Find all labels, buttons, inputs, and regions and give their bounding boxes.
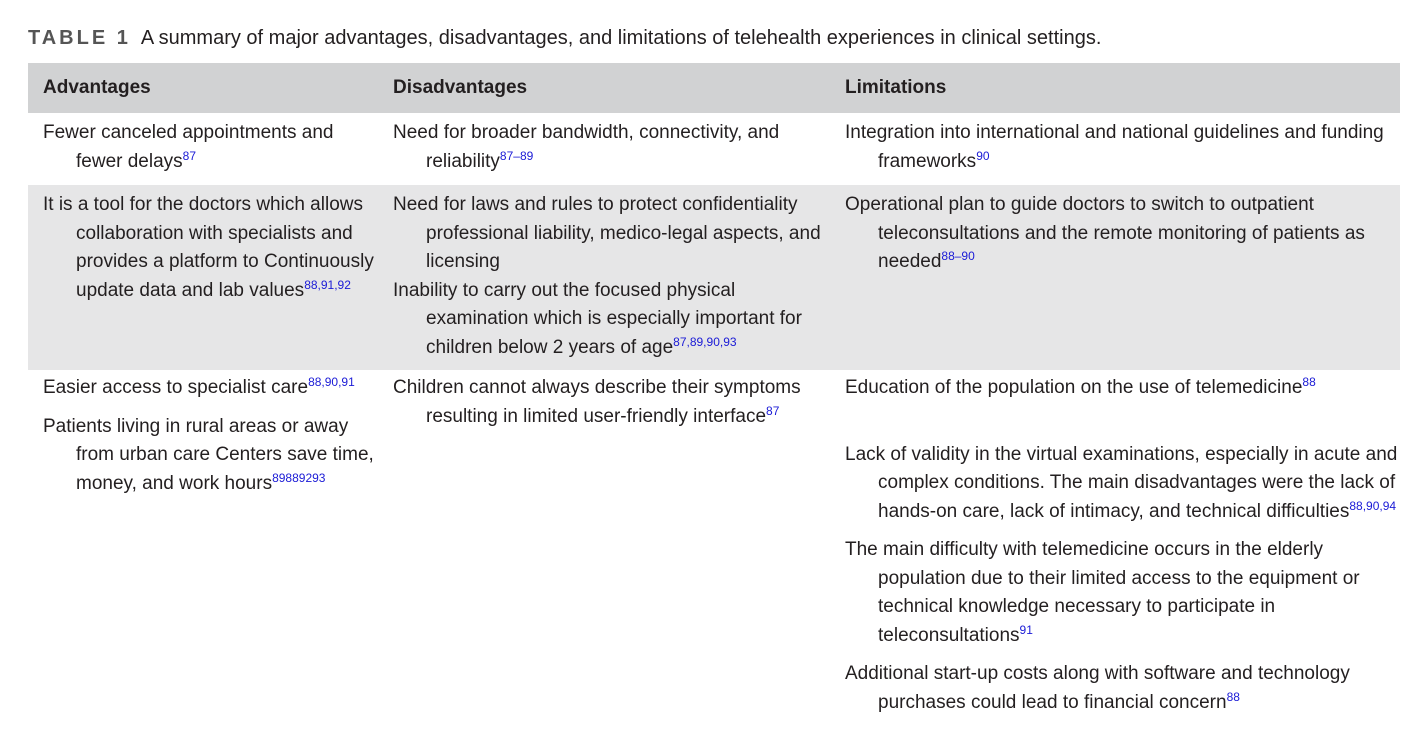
header-advantages: Advantages (43, 77, 151, 98)
disadvantages-cell (378, 374, 830, 717)
table-caption (28, 24, 1101, 52)
citation-ref: 88,90,91 (308, 375, 355, 389)
table-row (28, 113, 1400, 181)
header-disadvantages: Disadvantages (393, 77, 528, 98)
limitations-cell (830, 119, 1400, 181)
citation-ref: 91 (1019, 622, 1033, 637)
table-entry (845, 536, 1388, 650)
table-row (28, 185, 1400, 370)
table-entry (43, 119, 378, 176)
table-entry (845, 119, 1400, 176)
limitations-cell (830, 191, 1400, 362)
entry-text: Easier access to specialist care (43, 377, 309, 398)
entry-text: The main difficulty with telemedicine occurs in the elderly population due to their limited access to the equipment or technical knowledge necessary to participate in teleconsultations (845, 539, 1360, 646)
entry-text: Need for laws and rules to protect confidentiality professional liability, medico-legal aspects, and licensing (393, 194, 821, 272)
table-entry (845, 191, 1400, 277)
header-limitations: Limitations (845, 77, 947, 98)
citation-ref: 87 (766, 403, 780, 418)
entry-text: Lack of validity in the virtual examinations, especially in acute and complex conditions. The main disadvantages were the lack of hands-on care, lack of intimacy, and technical difficulties (845, 443, 1398, 522)
table-entry (393, 277, 830, 363)
table-entry (393, 374, 806, 431)
table-title: A summary of major advantages, disadvantages, and limitations of telehealth experiences in clinical settings. (140, 27, 1102, 49)
citation-ref: 88–90 (941, 249, 975, 263)
entry-text: Need for broader bandwidth, connectivity, and reliability (393, 122, 780, 172)
citation-ref: 87,89,90,93 (673, 334, 737, 349)
table-entry (43, 191, 376, 305)
table-entry (845, 374, 1400, 403)
disadvantages-cell (378, 119, 830, 181)
entry-text: Inability to carry out the focused physical examination which is especially important for children below 2 years of age (393, 279, 802, 358)
disadvantages-cell (378, 191, 830, 362)
entry-text: Patients living in rural areas or away from urban care Centers save time, money, and work hours (43, 415, 374, 494)
limitations-cell (830, 374, 1400, 717)
table-entry (393, 119, 830, 176)
table-entry (43, 374, 366, 403)
entry-text: It is a tool for the doctors which allows collaboration with specialists and provides a platform to Continuously update data and lab values (43, 194, 374, 301)
entry-text: Additional start-up costs along with software and technology purchases could lead to financial concern (845, 663, 1350, 713)
advantages-cell (28, 191, 378, 362)
citation-ref: 87 (182, 148, 197, 163)
entry-text: Children cannot always describe their symptoms resulting in limited user-friendly interface (393, 377, 801, 427)
entry-text: Operational plan to guide doctors to switch to outpatient teleconsultations and the remote monitoring of patients as needed (845, 194, 1365, 272)
table-entry (845, 660, 1400, 717)
citation-ref: 88,90,94 (1349, 498, 1397, 513)
table-entry (393, 191, 830, 277)
citation-ref: 88 (1226, 689, 1240, 704)
table-label: TABLE 1 (28, 27, 131, 49)
table-entry (43, 413, 376, 499)
citation-ref: 88 (1302, 375, 1316, 389)
advantages-cell (28, 119, 378, 181)
table-row (28, 370, 1400, 717)
citation-ref: 90 (976, 148, 990, 163)
citation-ref: 89889293 (272, 470, 326, 485)
citation-ref: 88,91,92 (304, 277, 351, 292)
advantages-cell (28, 374, 378, 717)
summary-table (28, 63, 1400, 717)
table-entry (845, 441, 1400, 527)
entry-text: Integration into international and national guidelines and funding frameworks (845, 122, 1384, 172)
entry-text: Fewer canceled appointments and fewer delays (43, 122, 334, 172)
citation-ref: 87–89 (499, 148, 534, 163)
table-header-row (28, 63, 1400, 113)
entry-text: Education of the population on the use of telemedicine (845, 377, 1303, 398)
